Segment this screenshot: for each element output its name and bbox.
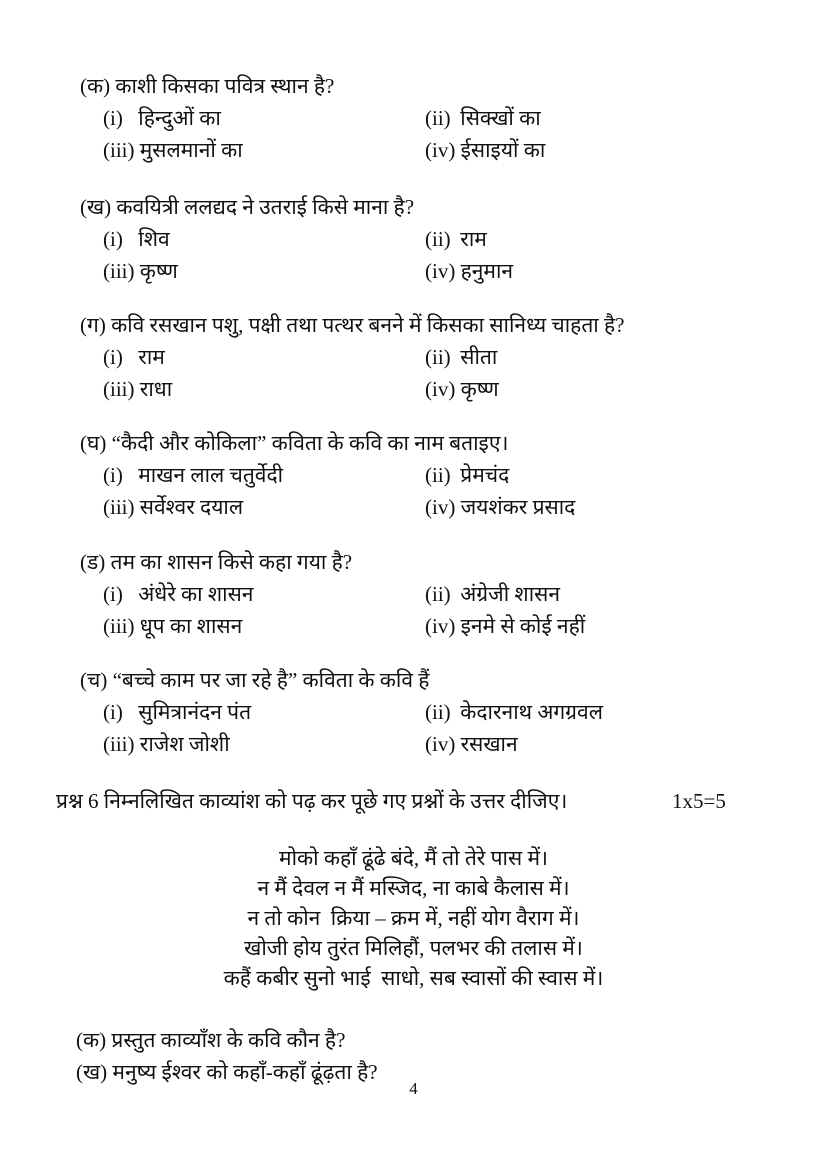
option-number: (ii) (425, 106, 451, 130)
option-item (425, 373, 827, 405)
option-text: ईसाइयों का (460, 138, 546, 162)
option-text: जयशंकर प्रसाद (460, 495, 576, 519)
poem-line: मोको कहाँ ढूंढे बंदे, मैं तो तेरे पास में। (279, 846, 548, 870)
option-number: (i) (103, 582, 123, 606)
option-number: (iv) (425, 732, 456, 756)
question-text: कवयित्री ललद्यद ने उतराई किसे माना है? (116, 195, 415, 219)
question-text: “बच्चे काम पर जा रहे है” कविता के कवि हैं (112, 668, 430, 692)
option-item (103, 728, 425, 760)
mcq-question-block (0, 191, 827, 287)
question-label: (क) (80, 74, 111, 98)
option-text: सुमित्रानंदन पंत (138, 700, 252, 724)
option-text: राम (460, 227, 487, 251)
option-item (425, 134, 827, 166)
option-text: केदारनाथ अगग्रवल (460, 700, 603, 724)
option-text: इनमे से कोई नहीं (460, 614, 586, 638)
option-number: (ii) (425, 582, 451, 606)
question-text: काशी किसका पवित्र स्थान है? (115, 74, 335, 98)
question-text: कवि रसखान पशु, पक्षी तथा पत्थर बनने में किसका सानिध्य चाहता है? (111, 313, 625, 337)
page-number: 4 (409, 1079, 418, 1098)
option-text: सिक्खों का (460, 106, 541, 130)
options-grid (0, 459, 827, 523)
option-number: (iv) (425, 259, 456, 283)
option-number: (iv) (425, 377, 456, 401)
poem-line: खोजी होय तुरंत मिलिहौं, पलभर की तलास में। (244, 936, 583, 960)
poem-line: न मैं देवल न मैं मस्जिद, ना काबे कैलास में। (257, 876, 570, 900)
option-number: (i) (103, 345, 123, 369)
option-item (425, 255, 827, 287)
option-number: (ii) (425, 227, 451, 251)
question6-label: प्रश्न 6 (56, 789, 99, 813)
option-text: राधा (139, 377, 173, 401)
option-number: (ii) (425, 345, 451, 369)
options-grid (0, 341, 827, 405)
poem-line: कहैं कबीर सुनो भाई साधो, सब स्वासों की स्वास में। (223, 966, 604, 990)
question-heading (0, 309, 827, 341)
option-item (425, 728, 827, 760)
option-text: रसखान (460, 732, 518, 756)
option-text: हिन्दुओं का (138, 106, 221, 130)
option-number: (i) (103, 227, 123, 251)
question-heading (0, 664, 827, 696)
mcq-question-block (0, 70, 827, 166)
poem-block (0, 843, 827, 993)
question-text: “कैदी और कोकिला” कविता के कवि का नाम बताइए। (111, 431, 509, 455)
poem-line: न तो कोन क्रिया – क्रम में, नहीं योग वैराग में। (247, 906, 580, 930)
option-item (425, 696, 827, 728)
option-number: (iii) (103, 138, 135, 162)
question-heading (0, 427, 827, 459)
option-number: (ii) (425, 700, 451, 724)
option-item (425, 491, 827, 523)
option-number: (i) (103, 106, 123, 130)
sub-question-text: प्रस्तुत काव्याँश के कवि कौन है? (111, 1028, 346, 1052)
marks-value: 1x5=5 (672, 789, 726, 813)
option-number: (iii) (103, 377, 135, 401)
sub-question-label: (क) (76, 1028, 107, 1052)
option-item (103, 491, 425, 523)
option-item (425, 223, 827, 255)
option-item (103, 578, 425, 610)
option-item (425, 459, 827, 491)
option-text: कृष्ण (460, 377, 499, 401)
mcq-question-block (0, 664, 827, 760)
option-text: धूप का शासन (139, 614, 243, 638)
options-grid (0, 223, 827, 287)
option-number: (iv) (425, 614, 456, 638)
option-item (425, 578, 827, 610)
option-item (103, 373, 425, 405)
option-number: (iii) (103, 259, 135, 283)
question-label: (च) (80, 668, 108, 692)
option-text: अंग्रेजी शासन (460, 582, 560, 606)
option-item (425, 610, 827, 642)
option-item (103, 459, 425, 491)
option-text: राजेश जोशी (139, 732, 230, 756)
option-item (103, 134, 425, 166)
option-number: (i) (103, 463, 123, 487)
sub-question (0, 1024, 827, 1056)
option-text: सर्वेश्वर दयाल (139, 495, 244, 519)
mcq-question-block (0, 546, 827, 642)
options-grid (0, 696, 827, 760)
sub-question-text: मनुष्य ईश्वर को कहाँ-कहाँ ढूंढ़ता है? (112, 1060, 378, 1084)
passage-instruction-row (0, 786, 827, 816)
option-number: (iv) (425, 495, 456, 519)
option-item (103, 341, 425, 373)
option-item (103, 255, 425, 287)
option-item (103, 102, 425, 134)
question-label: (ड) (80, 550, 106, 574)
option-number: (iii) (103, 614, 135, 638)
option-text: सीता (460, 345, 498, 369)
question-label: (घ) (80, 431, 107, 455)
sub-question-label: (ख) (76, 1060, 108, 1084)
option-item (103, 223, 425, 255)
question-heading (0, 191, 827, 223)
question-label: (ख) (80, 195, 112, 219)
option-text: प्रेमचंद (460, 463, 510, 487)
options-grid (0, 102, 827, 166)
mcq-question-block (0, 427, 827, 523)
option-text: हनुमान (460, 259, 514, 283)
option-number: (ii) (425, 463, 451, 487)
option-item (103, 610, 425, 642)
option-item (103, 696, 425, 728)
question6-instruction: निम्नलिखित काव्यांश को पढ़ कर पूछे गए प्रश्नों के उत्तर दीजिए। (103, 789, 568, 813)
option-text: कृष्ण (139, 259, 178, 283)
question-heading (0, 70, 827, 102)
option-item (425, 341, 827, 373)
option-text: माखन लाल चतुर्वेदी (138, 463, 284, 487)
option-number: (iv) (425, 138, 456, 162)
option-item (425, 102, 827, 134)
options-grid (0, 578, 827, 642)
question-heading (0, 546, 827, 578)
mcq-question-block (0, 309, 827, 405)
question-label: (ग) (80, 313, 106, 337)
option-number: (iii) (103, 495, 135, 519)
option-text: राम (138, 345, 165, 369)
option-text: मुसलमानों का (139, 138, 243, 162)
option-text: अंधेरे का शासन (138, 582, 254, 606)
question-text: तम का शासन किसे कहा गया है? (110, 550, 353, 574)
option-text: शिव (138, 227, 170, 251)
option-number: (i) (103, 700, 123, 724)
option-number: (iii) (103, 732, 135, 756)
